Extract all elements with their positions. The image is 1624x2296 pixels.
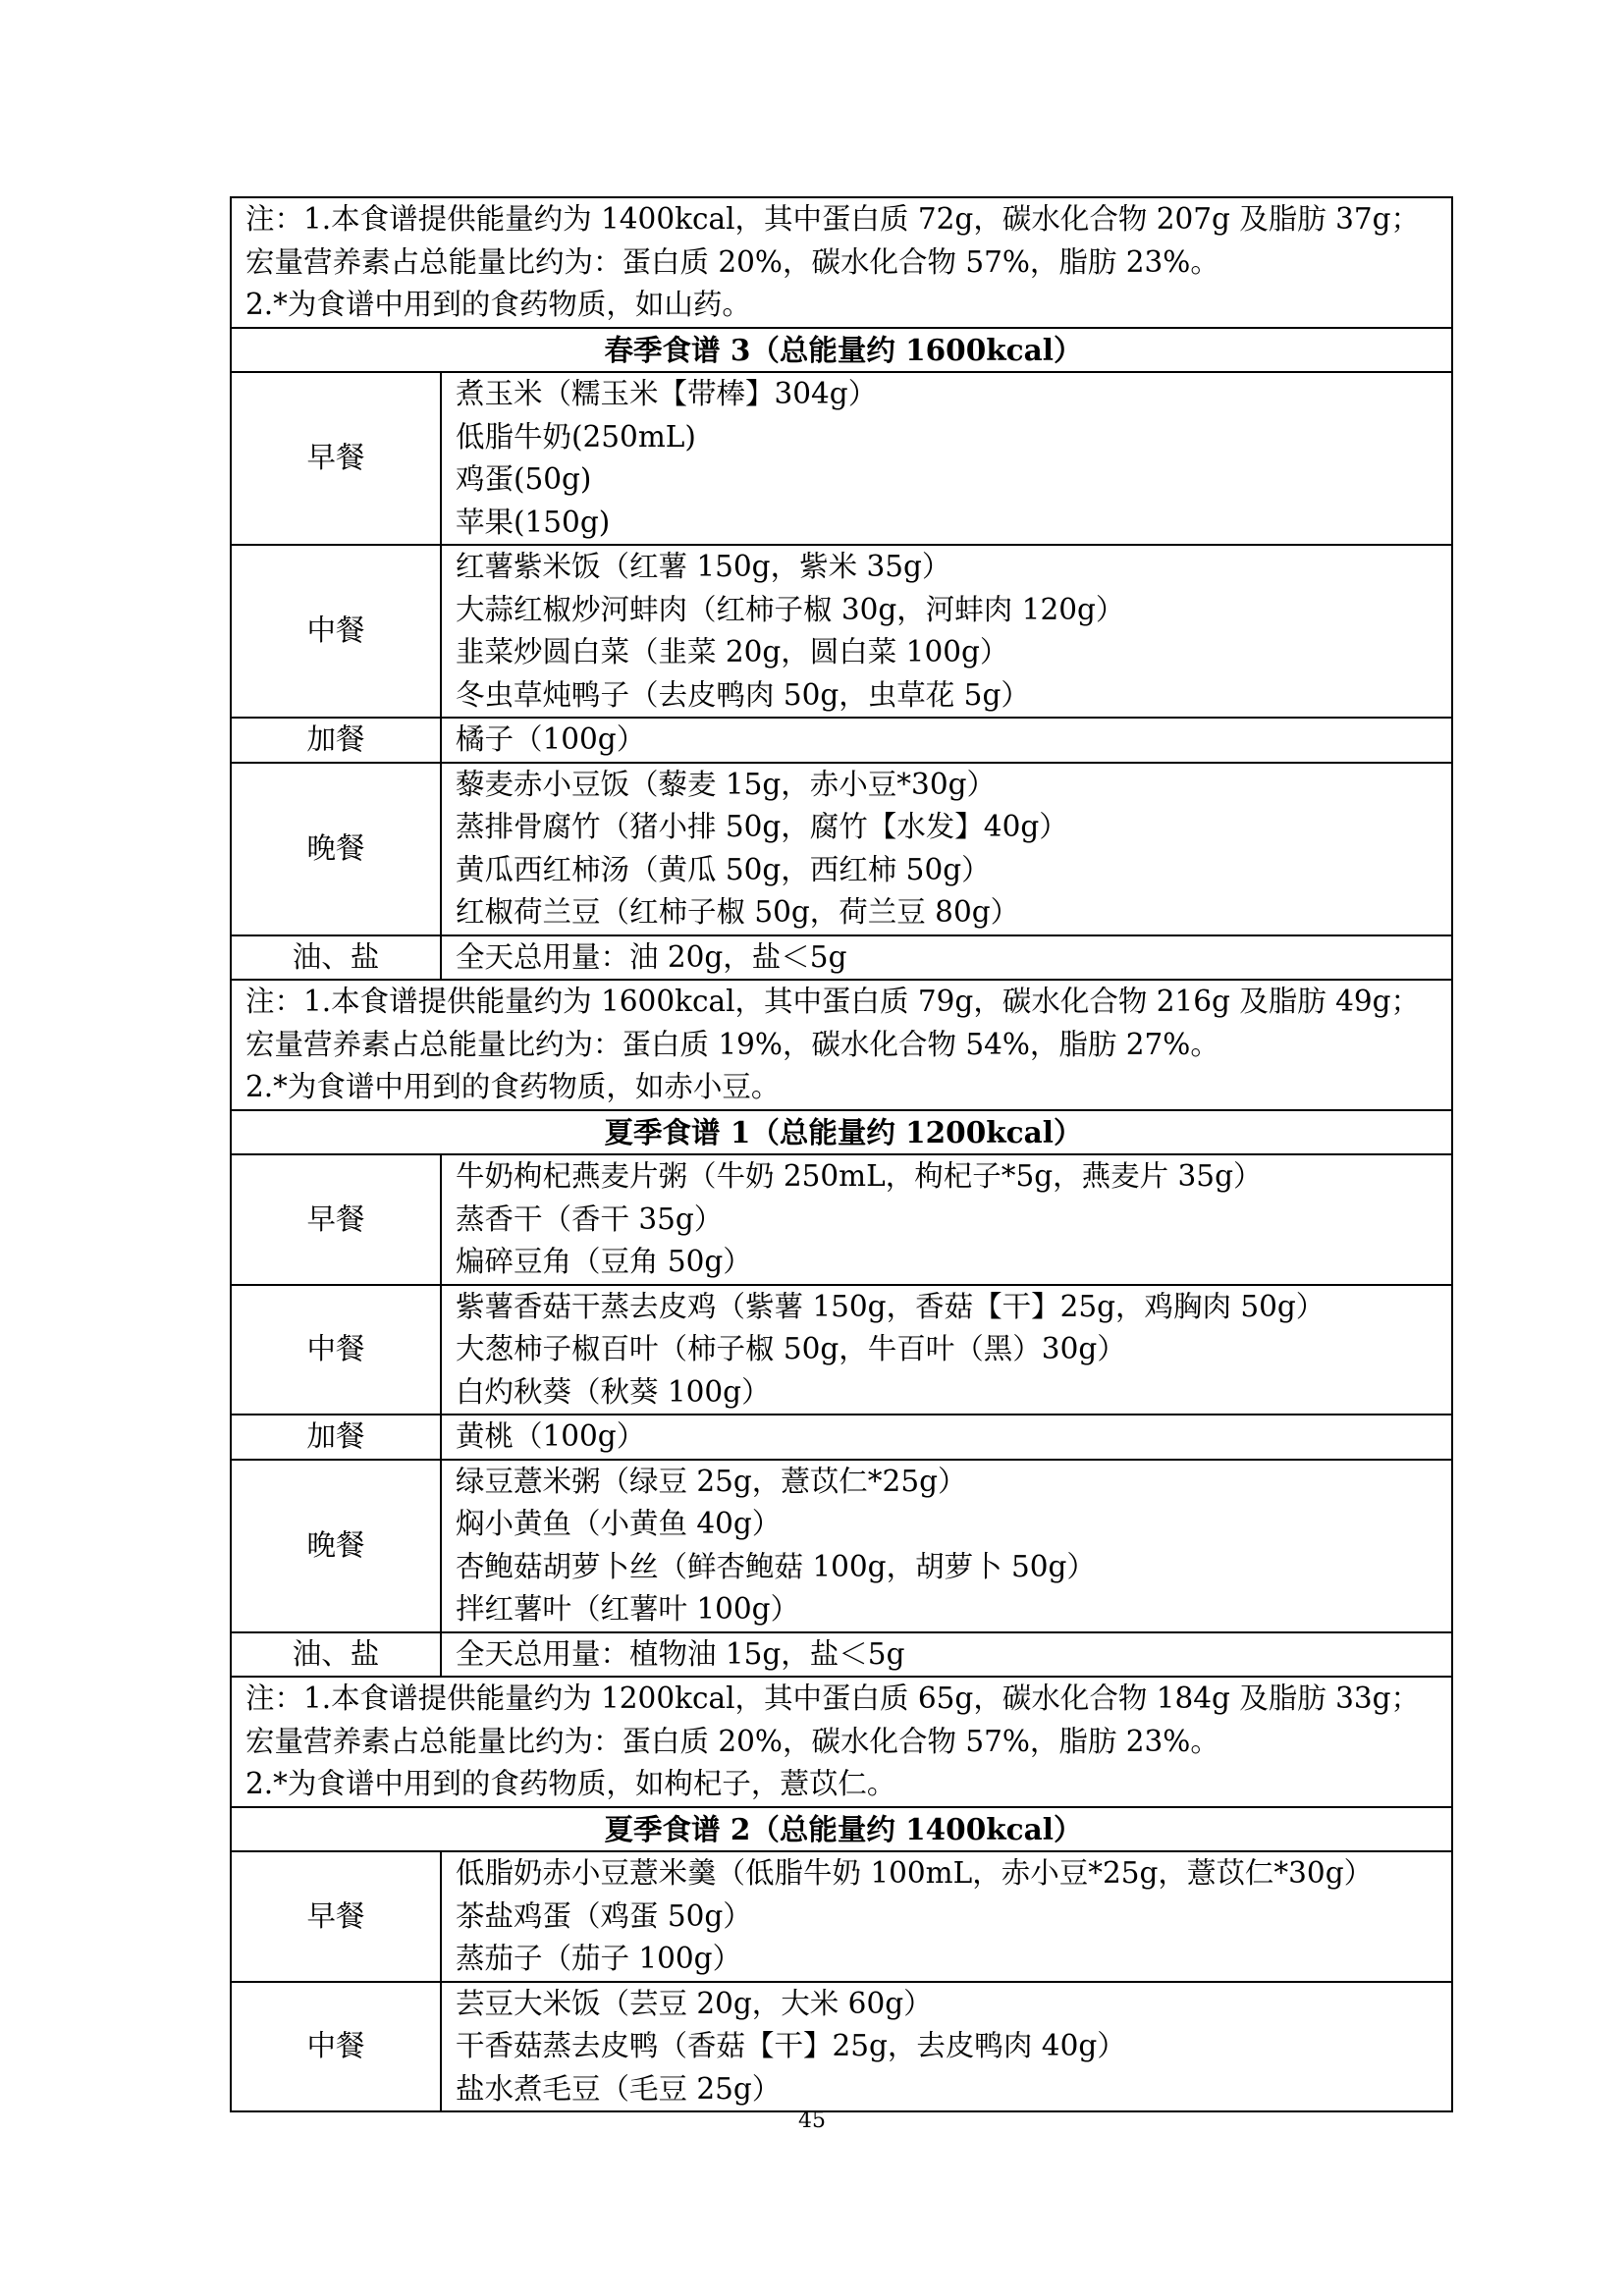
dish-item: 苹果(150g)	[456, 505, 611, 539]
recipe-title: 春季食谱 3（总能量约 1600kcal）	[231, 328, 1452, 373]
meal-name: 中餐	[231, 1982, 441, 2112]
meal-row	[231, 545, 1452, 718]
meal-name: 晚餐	[231, 1460, 441, 1632]
dish-item: 牛奶枸杞燕麦片粥（牛奶 250mL，枸杞子*5g，燕麦片 35g）	[456, 1159, 1263, 1193]
recipe-title-row	[231, 328, 1452, 373]
meal-items	[441, 1154, 1452, 1285]
meal-name: 晚餐	[231, 763, 441, 935]
meal-row	[231, 1851, 1452, 1982]
dish-item: 杏鲍菇胡萝卜丝（鲜杏鲍菇 100g，胡萝卜 50g）	[456, 1549, 1096, 1583]
dish-item: 冬虫草炖鸭子（去皮鸭肉 50g，虫草花 5g）	[456, 677, 1030, 712]
dish-item: 橘子（100g）	[456, 722, 646, 756]
dish-item: 茶盐鸡蛋（鸡蛋 50g）	[456, 1898, 752, 1933]
note-cell	[231, 980, 1452, 1110]
dish-item: 大蒜红椒炒河蚌肉（红柿子椒 30g，河蚌肉 120g）	[456, 592, 1125, 626]
note-line: 2.*为食谱中用到的食药物质，如枸杞子，薏苡仁。	[245, 1767, 896, 1800]
meal-items	[441, 763, 1452, 935]
meal-row	[231, 1460, 1452, 1632]
dish-item: 大葱柿子椒百叶（柿子椒 50g，牛百叶（黑）30g）	[456, 1332, 1126, 1365]
dish-item: 全天总用量：植物油 15g，盐＜5g	[456, 1636, 905, 1671]
note-line: 注：1.本食谱提供能量约为 1600kcal，其中蛋白质 79g，碳水化合物 216g 及脂肪 49g；宏量营养素占总能量比约为：蛋白质 19%，碳水化合物 54%，脂肪 27%。	[245, 985, 1421, 1061]
dish-item: 煮玉米（糯玉米【带棒】304g）	[456, 377, 878, 410]
meal-items	[441, 1632, 1452, 1678]
meal-items	[441, 935, 1452, 981]
meal-row	[231, 1154, 1452, 1285]
meal-name: 加餐	[231, 1415, 441, 1460]
note-row	[231, 197, 1452, 328]
note-line: 注：1.本食谱提供能量约为 1400kcal，其中蛋白质 72g，碳水化合物 207g 及脂肪 37g；宏量营养素占总能量比约为：蛋白质 20%，碳水化合物 57%，脂肪 23%。	[245, 202, 1421, 279]
meal-name: 加餐	[231, 718, 441, 763]
meal-name: 油、盐	[231, 935, 441, 981]
dish-item: 黄瓜西红柿汤（黄瓜 50g，西红柿 50g）	[456, 852, 991, 886]
note-cell	[231, 1677, 1452, 1807]
dish-item: 蒸香干（香干 35g）	[456, 1201, 724, 1236]
dish-item: 白灼秋葵（秋葵 100g）	[456, 1374, 771, 1409]
note-row	[231, 980, 1452, 1110]
meal-items	[441, 718, 1452, 763]
meal-items	[441, 545, 1452, 718]
meal-name: 中餐	[231, 1285, 441, 1415]
note-line: 2.*为食谱中用到的食药物质，如山药。	[245, 288, 751, 321]
dish-item: 焖小黄鱼（小黄鱼 40g）	[456, 1507, 782, 1540]
dish-item: 干香菇蒸去皮鸭（香菇【干】25g，去皮鸭肉 40g）	[456, 2029, 1126, 2062]
dish-item: 蒸排骨腐竹（猪小排 50g，腐竹【水发】40g）	[456, 810, 1068, 843]
meal-items	[441, 1415, 1452, 1460]
meal-items	[441, 1460, 1452, 1632]
dish-item: 蒸茄子（茄子 100g）	[456, 1942, 742, 1975]
dish-item: 全天总用量：油 20g，盐＜5g	[456, 939, 847, 974]
dish-item: 低脂牛奶(250mL)	[456, 419, 696, 454]
dish-item: 芸豆大米饭（芸豆 20g，大米 60g）	[456, 1986, 933, 2020]
recipe-title-row	[231, 1807, 1452, 1852]
meal-name: 中餐	[231, 545, 441, 718]
meal-row	[231, 1982, 1452, 2112]
note-cell	[231, 197, 1452, 328]
dish-item: 韭菜炒圆白菜（韭菜 20g，圆白菜 100g）	[456, 635, 1009, 668]
menu-table	[230, 196, 1453, 2112]
dish-item: 黄桃（100g）	[456, 1419, 646, 1453]
dish-item: 鸡蛋(50g)	[456, 462, 592, 496]
recipe-title: 夏季食谱 2（总能量约 1400kcal）	[231, 1807, 1452, 1852]
note-row	[231, 1677, 1452, 1807]
meal-row	[231, 935, 1452, 981]
meal-row	[231, 763, 1452, 935]
dish-item: 紫薯香菇干蒸去皮鸡（紫薯 150g，香菇【干】25g，鸡胸肉 50g）	[456, 1289, 1326, 1323]
meal-name: 早餐	[231, 1851, 441, 1982]
dish-item: 低脂奶赤小豆薏米羹（低脂牛奶 100mL，赤小豆*25g，薏苡仁*30g）	[456, 1856, 1374, 1890]
meal-row	[231, 1632, 1452, 1678]
meal-items	[441, 1285, 1452, 1415]
dish-item: 拌红薯叶（红薯叶 100g）	[456, 1592, 800, 1626]
page-number: 45	[798, 2109, 826, 2133]
meal-row	[231, 718, 1452, 763]
meal-row	[231, 372, 1452, 545]
dish-item: 盐水煮毛豆（毛豆 25g）	[456, 2071, 782, 2106]
dish-item: 红椒荷兰豆（红柿子椒 50g，荷兰豆 80g）	[456, 895, 1020, 929]
meal-items	[441, 372, 1452, 545]
dish-item: 红薯紫米饭（红薯 150g，紫米 35g）	[456, 550, 951, 583]
meal-name: 早餐	[231, 1154, 441, 1285]
meal-name: 油、盐	[231, 1632, 441, 1678]
recipe-title-row	[231, 1110, 1452, 1155]
note-line: 2.*为食谱中用到的食药物质，如赤小豆。	[245, 1070, 781, 1103]
meal-name: 早餐	[231, 372, 441, 545]
dish-item: 煸碎豆角（豆角 50g）	[456, 1245, 752, 1278]
dish-item: 藜麦赤小豆饭（藜麦 15g，赤小豆*30g）	[456, 767, 996, 801]
note-line: 注：1.本食谱提供能量约为 1200kcal，其中蛋白质 65g，碳水化合物 184g 及脂肪 33g；宏量营养素占总能量比约为：蛋白质 20%，碳水化合物 57%，脂肪 23%。	[245, 1682, 1421, 1758]
meal-row	[231, 1415, 1452, 1460]
recipe-title: 夏季食谱 1（总能量约 1200kcal）	[231, 1110, 1452, 1155]
meal-row	[231, 1285, 1452, 1415]
dish-item: 绿豆薏米粥（绿豆 25g，薏苡仁*25g）	[456, 1464, 967, 1498]
meal-items	[441, 1851, 1452, 1982]
meal-items	[441, 1982, 1452, 2112]
